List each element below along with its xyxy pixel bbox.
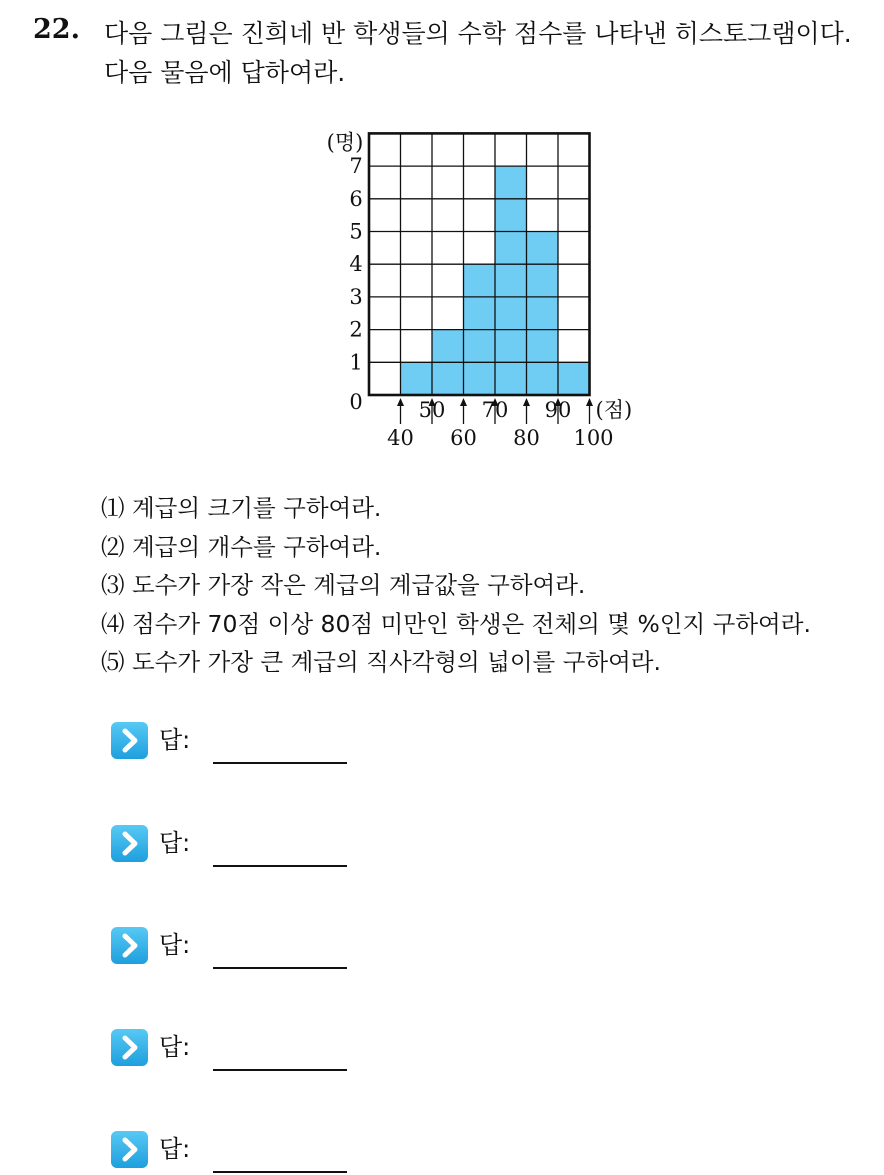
answer-blank[interactable] — [213, 762, 347, 764]
answer-label: 답: — [159, 931, 191, 959]
tick-arrowhead — [460, 398, 467, 406]
chevron-right-icon — [111, 722, 148, 759]
x-tick-label-upper: 70 — [481, 398, 509, 422]
answer-row-3 — [111, 927, 371, 967]
sub-question-4: ⑷ 점수가 70점 이상 80점 미만인 학생은 전체의 몇 %인지 구하여라. — [101, 609, 811, 638]
answer-label: 답: — [159, 829, 191, 857]
histogram-bar-70~80 — [495, 166, 527, 395]
answer-label: 답: — [159, 726, 191, 754]
tick-arrowhead — [397, 398, 404, 406]
chevron-right-icon — [111, 1131, 148, 1168]
chevron-right-icon — [111, 825, 148, 862]
sub-question-5: ⑸ 도수가 가장 큰 계급의 직사각형의 넓이를 구하여라. — [101, 648, 661, 677]
x-tick-label-upper: 50 — [418, 398, 446, 422]
answer-blank[interactable] — [213, 1069, 347, 1071]
y-tick-label: 0 — [349, 390, 363, 414]
x-tick-label-lower: 80 — [513, 426, 540, 450]
sub-question-list — [101, 489, 811, 682]
tick-arrowhead — [523, 398, 530, 406]
answer-row-5 — [111, 1131, 371, 1171]
tick-arrowhead — [586, 398, 593, 406]
y-tick-label: 5 — [349, 219, 363, 244]
answer-blank[interactable] — [213, 967, 347, 969]
answer-row-1 — [111, 722, 371, 762]
y-tick-label: 1 — [349, 350, 363, 375]
sub-question-2: ⑵ 계급의 개수를 구하여라. — [101, 532, 382, 561]
histogram-bar-80~90 — [527, 232, 559, 396]
y-axis-label: (명) — [326, 130, 364, 155]
x-tick-label-lower: 60 — [450, 426, 477, 450]
x-tick-label-lower: 100 — [573, 426, 614, 450]
y-tick-label: 3 — [349, 284, 363, 309]
answer-label: 답: — [159, 1033, 191, 1061]
problem-number: 22. — [33, 14, 80, 45]
sub-question-1: ⑴ 계급의 크기를 구하여라. — [101, 494, 382, 522]
x-axis-label: (점) — [595, 398, 633, 422]
y-tick-label: 6 — [349, 186, 363, 211]
answer-blank[interactable] — [213, 1171, 347, 1173]
problem-text: 다음 그림은 진희네 반 학생들의 수학 점수를 나타낸 히스토그램이다. 다음 물음에 답하여라. — [104, 19, 852, 87]
answer-blank[interactable] — [213, 865, 347, 867]
answer-row-2 — [111, 825, 371, 865]
answer-label: 답: — [159, 1135, 191, 1163]
answer-row-4 — [111, 1029, 371, 1069]
chevron-right-icon — [111, 1029, 148, 1066]
x-tick-label-lower: 40 — [387, 426, 414, 450]
y-tick-label: 4 — [349, 252, 363, 277]
sub-question-3: ⑶ 도수가 가장 작은 계급의 계급값을 구하여라. — [101, 571, 586, 600]
histogram-bar-90~100 — [558, 362, 590, 395]
y-tick-label: 2 — [349, 317, 363, 342]
y-tick-label: 7 — [349, 154, 363, 179]
histogram-chart — [300, 112, 660, 457]
chevron-right-icon — [111, 927, 148, 964]
histogram-bar-40~50 — [401, 362, 433, 395]
x-tick-label-upper: 90 — [544, 398, 572, 422]
